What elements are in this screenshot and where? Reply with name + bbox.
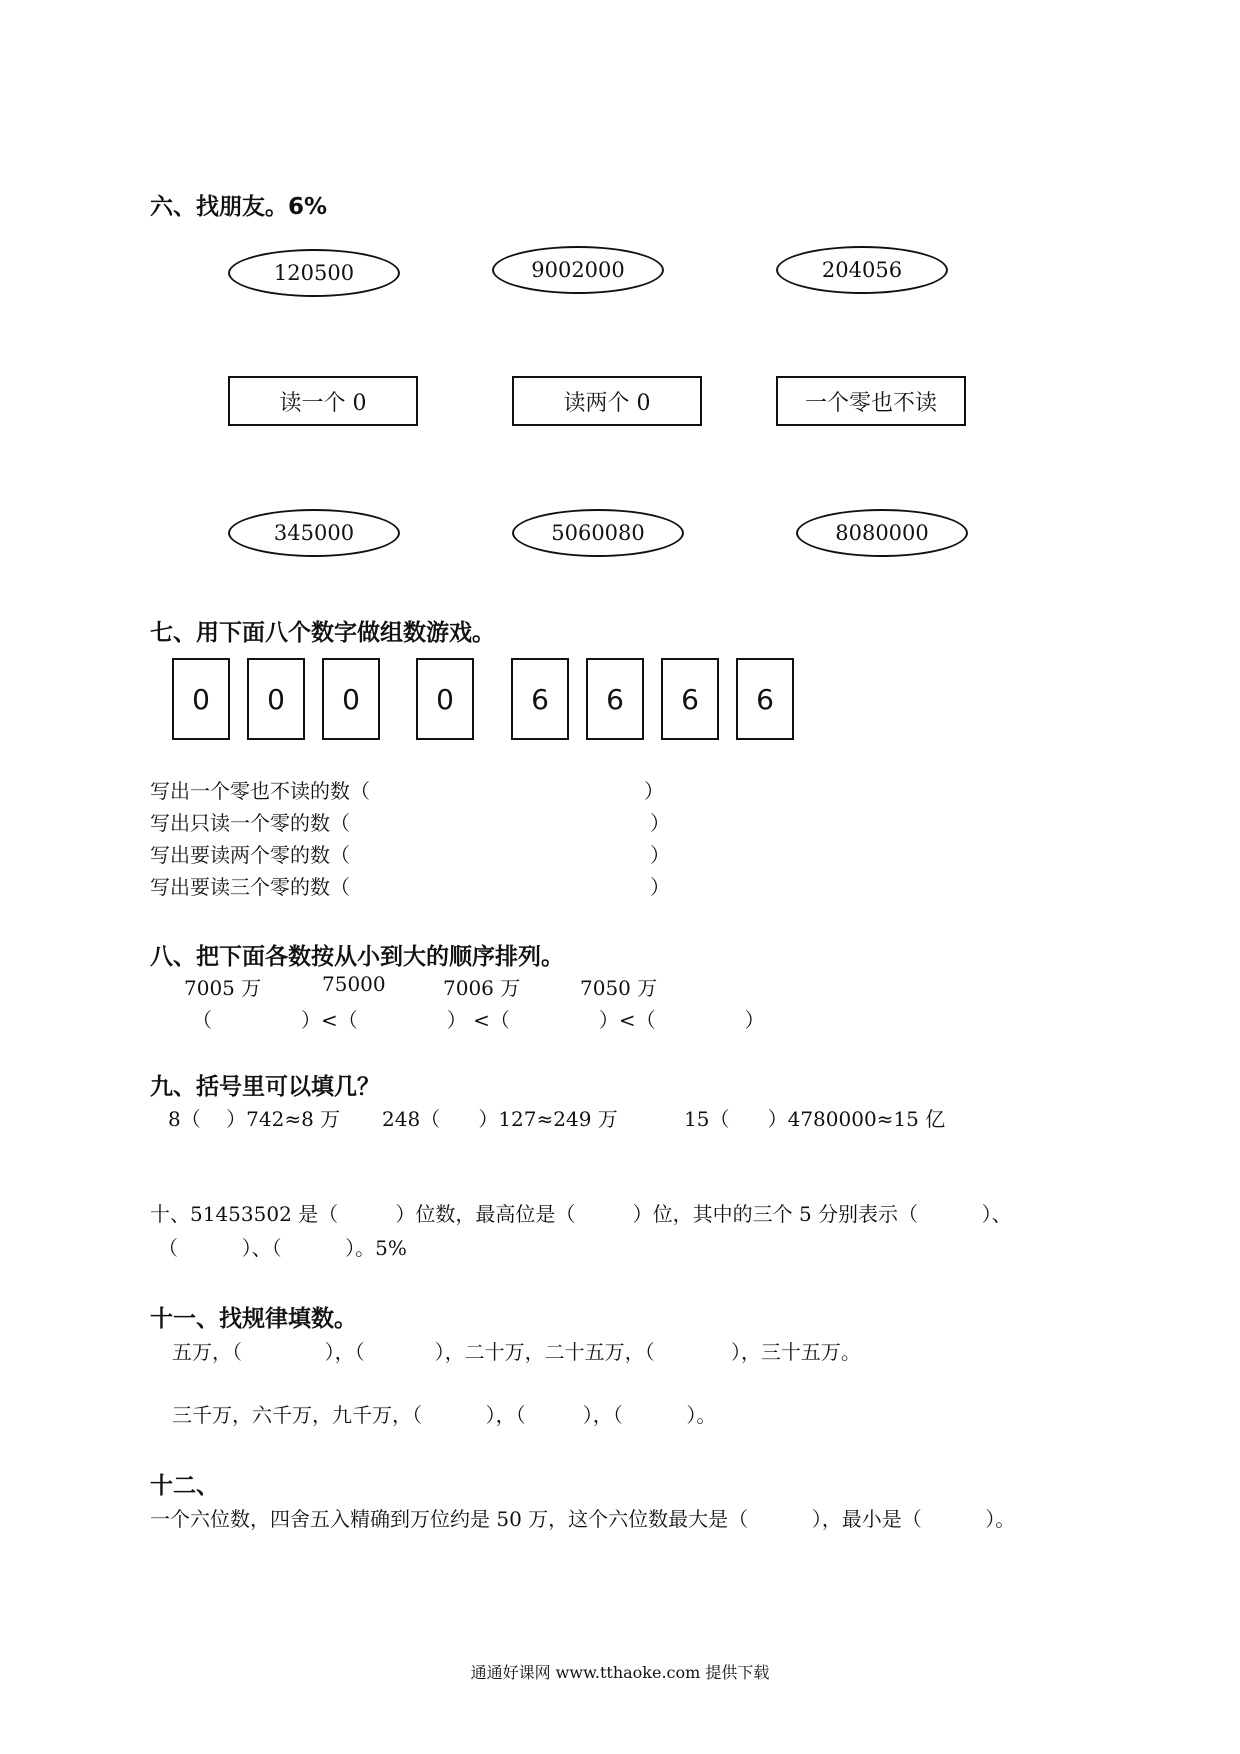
section-6-heading: 六、找朋友。6%: [150, 194, 328, 220]
number-oval: 9002000: [492, 246, 664, 294]
category-box: 读一个 0: [228, 376, 418, 426]
digit-card: 6: [511, 658, 569, 740]
digit-card: 0: [247, 658, 305, 740]
digit-card: 6: [736, 658, 794, 740]
number-oval: 5060080: [512, 509, 684, 557]
estimate-item: 8（ ）742≈8 万: [168, 1107, 341, 1131]
section-8-heading: 八、把下面各数按从小到大的顺序排列。: [150, 944, 564, 970]
section-7-heading: 七、用下面八个数字做组数游戏。: [150, 620, 495, 646]
section-9-heading: 九、括号里可以填几？: [150, 1074, 380, 1100]
number-item: 7050 万: [580, 976, 658, 1000]
section-11-heading: 十一、找规律填数。: [150, 1306, 357, 1332]
answer-blank-close: ）: [644, 779, 664, 803]
digit-card: 0: [416, 658, 474, 740]
order-blanks: （ ）<（ ） <（ ）<（ ）: [192, 1008, 765, 1032]
digit-card: 6: [586, 658, 644, 740]
answer-blank-close: ）: [650, 843, 670, 867]
estimate-item: 15（ ）4780000≈15 亿: [684, 1107, 946, 1131]
answer-blank-close: ）: [650, 811, 670, 835]
number-oval: 204056: [776, 246, 948, 294]
digit-card: 0: [322, 658, 380, 740]
number-oval: 8080000: [796, 509, 968, 557]
prompt-line: 写出要读三个零的数（: [150, 875, 350, 899]
section-10-line: （ ）、（ ）。5%: [158, 1236, 407, 1260]
prompt-line: 写出只读一个零的数（: [150, 811, 350, 835]
estimate-item: 248（ ）127≈249 万: [382, 1107, 618, 1131]
section-12-line: 一个六位数，四舍五入精确到万位约是 50 万，这个六位数最大是（ ），最小是（ ）。: [150, 1507, 1016, 1531]
number-item: 7006 万: [443, 976, 521, 1000]
pattern-line: 三千万，六千万，九千万，（ ），（ ），（ ）。: [172, 1403, 717, 1427]
footer-text: 通通好课网 www.tthaoke.com 提供下载: [470, 1663, 770, 1682]
number-oval: 345000: [228, 509, 400, 557]
category-box: 一个零也不读: [776, 376, 966, 426]
section-10-line: 十、51453502 是（ ）位数，最高位是（ ）位，其中的三个 5 分别表示（ ）、: [150, 1202, 1012, 1226]
category-box: 读两个 0: [512, 376, 702, 426]
number-oval: 120500: [228, 249, 400, 297]
section-12-heading: 十二、: [150, 1473, 219, 1499]
digit-card: 0: [172, 658, 230, 740]
answer-blank-close: ）: [650, 875, 670, 899]
prompt-line: 写出一个零也不读的数（: [150, 779, 370, 803]
number-item: 75000: [322, 972, 386, 996]
digit-card: 6: [661, 658, 719, 740]
pattern-line: 五万，（ ），（ ），二十万，二十五万，（ ），三十五万。: [172, 1340, 861, 1364]
number-item: 7005 万: [184, 976, 262, 1000]
prompt-line: 写出要读两个零的数（: [150, 843, 350, 867]
